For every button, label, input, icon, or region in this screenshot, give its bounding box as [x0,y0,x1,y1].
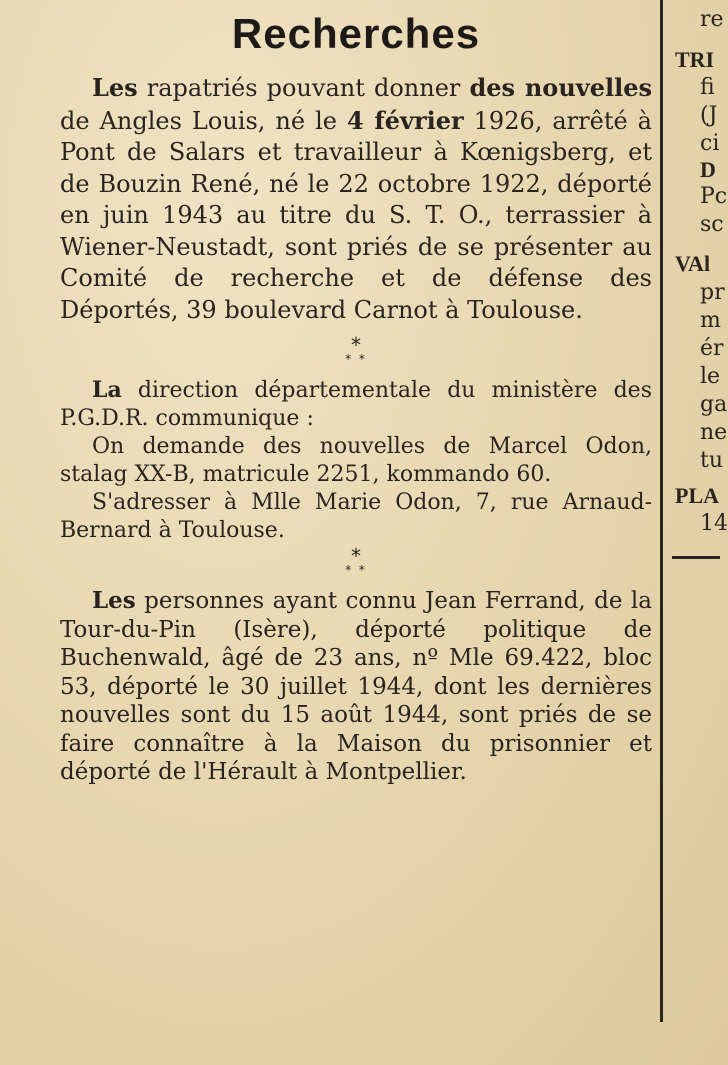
separator-top: * [351,333,361,357]
article [60,0,652,787]
p2-lead: La [92,377,122,403]
p3-lead: Les [92,587,136,614]
right-col-line: TRI [675,47,715,72]
paragraph-ferrand [60,587,652,787]
separator [60,333,652,366]
right-col-line: (J [700,103,718,128]
right-col-line: Pc [700,184,728,209]
right-col-line: sc [700,212,724,237]
p1-lead: Les [92,73,138,102]
p1-text-b: de Angles Louis, né le [60,106,347,135]
p1-bold-b: des nouvelles [469,73,652,102]
right-col-line: ne [700,420,728,445]
paragraph-odon-address: S'adresser à Mlle Marie Odon, 7, rue Arnaud-Bernard à Toulouse. [60,490,652,543]
paragraph-angles-bouzin [60,72,652,326]
separator-2-top: * [351,544,361,568]
adjacent-column [663,0,728,1065]
right-col-line: ci [700,131,720,156]
p1-bold-c: 4 février [346,105,464,135]
right-col-line: 14 [700,511,728,536]
article-title: Recherches [231,10,481,57]
right-col-line: VAl [675,251,711,276]
right-col-line: fi [700,75,715,100]
right-col-line: m [700,308,721,333]
right-column-divider [672,556,720,559]
p3-text: personnes ayant connu Jean Ferrand, de la Tour-du-Pin (Isère), déporté politique de Buchenwald, âgé de 23 ans, nº Mle 69.422, bloc 53, déporté le 30 juillet 1944, dont les dernières nouvelles sont du 15 août 1944, sont priés de se faire connaître à la Maison du prisonnier et déporté de l'Hérault à Montpellier. [60,588,652,785]
paragraph-pgdr [60,376,652,433]
right-col-line: PLA [675,483,719,508]
p1-text-a: rapatriés pouvant donner [137,74,470,102]
right-col-line: le [700,364,721,389]
right-col-line: tu [700,448,724,473]
separator-2-bottom: * * [345,563,367,577]
right-col-line: re [700,7,724,32]
p1-text-c: 1926, arrêté à Pont de Salars et travailleur à Kœnigsberg, et de Bouzin René, né le 22 octobre 1922, déporté en juin 1943 au titre du S. T. O., terrassier à Wiener-Neustadt, sont priés de se présenter au Comité de recherche et de défense des Déportés, 39 boulevard Carnot à Toulouse. [60,106,652,324]
right-col-line: ga [700,392,728,417]
paragraph-odon-request: On demande des nouvelles de Marcel Odon, stalag XX-B, matricule 2251, kommando 60. [60,434,652,487]
right-col-line: D [700,157,716,182]
separator-2 [60,544,652,577]
right-col-line: ér [700,336,724,361]
right-col-line: pr [700,280,725,305]
p2-text: direction départementale du ministère des P.G.D.R. communique : [60,378,652,431]
separator-bottom: * * [345,352,367,366]
